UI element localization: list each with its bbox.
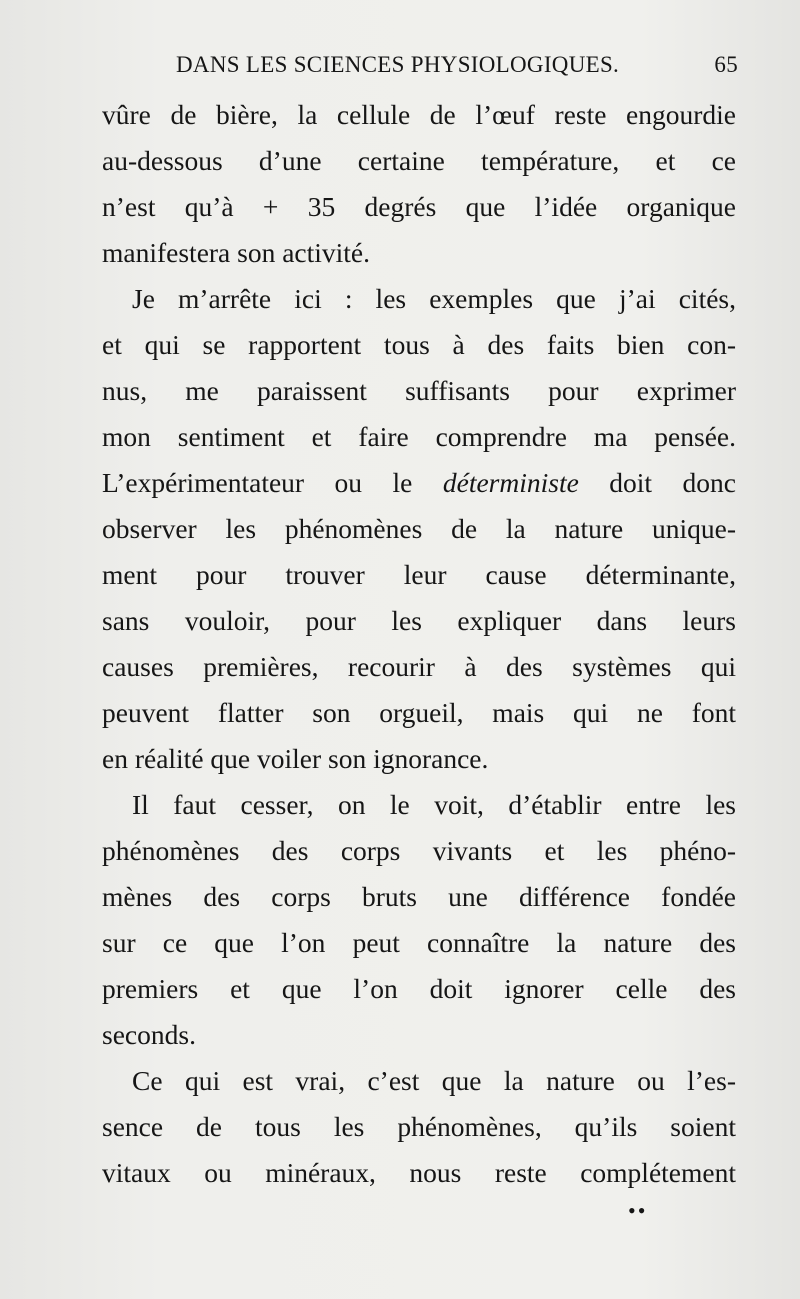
text-line: et qui se rapportent tous à des faits bien con- xyxy=(102,329,736,360)
signature-mark: •• xyxy=(628,1198,648,1223)
text-line: ment pour trouver leur cause déterminante, xyxy=(102,559,736,590)
text-line: vûre de bière, la cellule de l’œuf reste engourdie xyxy=(102,99,736,130)
text-line: Je m’arrête ici : les exemples que j’ai cités, xyxy=(132,283,736,314)
text-line: manifestera son activité. xyxy=(102,237,371,268)
text-line: observer les phénomènes de la nature unique- xyxy=(102,513,736,544)
text-line: au-dessous d’une certaine température, et ce xyxy=(102,145,736,176)
emphasis-word: déterministe xyxy=(442,467,579,498)
text-line: peuvent flatter son orgueil, mais qui ne font xyxy=(102,697,736,728)
page-number: 65 xyxy=(714,52,738,77)
text-line: phénomènes des corps vivants et les phéno- xyxy=(102,835,736,866)
text-line: Ce qui est vrai, c’est que la nature ou l’es- xyxy=(132,1065,736,1096)
text-line: sans vouloir, pour les expliquer dans leurs xyxy=(102,605,736,636)
text-line: causes premières, recourir à des systèmes qui xyxy=(102,651,736,682)
text-line xyxy=(102,460,736,506)
text-segment: doit donc xyxy=(578,467,736,498)
text-line: vitaux ou minéraux, nous reste complétement xyxy=(102,1157,736,1188)
body-text xyxy=(102,92,736,1196)
text-line: n’est qu’à + 35 degrés que l’idée organique xyxy=(102,191,736,222)
text-line: sence de tous les phénomènes, qu’ils soient xyxy=(102,1111,736,1142)
text-line: Il faut cesser, on le voit, d’établir entre les xyxy=(132,789,736,820)
text-line: seconds. xyxy=(102,1019,196,1050)
text-line: nus, me paraissent suffisants pour exprimer xyxy=(102,375,736,406)
text-line: mon sentiment et faire comprendre ma pensée. xyxy=(102,421,736,452)
text-line: en réalité que voiler son ignorance. xyxy=(102,743,489,774)
running-head xyxy=(176,52,738,86)
running-title: DANS LES SCIENCES PHYSIOLOGIQUES. xyxy=(176,52,620,77)
text-line: sur ce que l’on peut connaître la nature des xyxy=(102,927,736,958)
text-line: premiers et que l’on doit ignorer celle des xyxy=(102,973,736,1004)
text-line: mènes des corps bruts une différence fondée xyxy=(102,881,736,912)
text-segment: L’expérimentateur ou le xyxy=(102,467,443,498)
